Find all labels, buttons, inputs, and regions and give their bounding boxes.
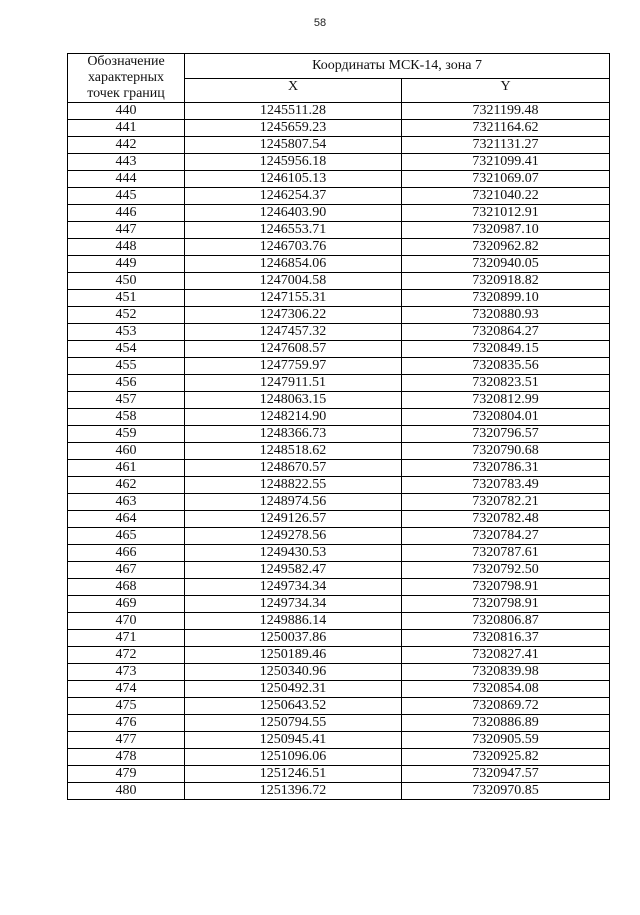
point-number-cell: 477 (68, 732, 185, 749)
y-coordinate-cell: 7320806.87 (402, 613, 610, 630)
table-row (68, 477, 610, 494)
point-number-cell: 455 (68, 358, 185, 375)
table-row (68, 188, 610, 205)
table-row (68, 358, 610, 375)
y-coordinate-cell: 7320970.85 (402, 783, 610, 800)
point-number-cell: 460 (68, 443, 185, 460)
x-coordinate-cell: 1247004.58 (185, 273, 402, 290)
y-coordinate-cell: 7321012.91 (402, 205, 610, 222)
point-number-cell: 461 (68, 460, 185, 477)
y-coordinate-cell: 7321040.22 (402, 188, 610, 205)
y-coordinate-cell: 7320786.31 (402, 460, 610, 477)
x-coordinate-cell: 1249126.57 (185, 511, 402, 528)
x-coordinate-cell: 1249278.56 (185, 528, 402, 545)
table-row (68, 392, 610, 409)
y-coordinate-cell: 7320823.51 (402, 375, 610, 392)
point-number-cell: 458 (68, 409, 185, 426)
table-row (68, 307, 610, 324)
table-row (68, 766, 610, 783)
y-coordinate-cell: 7320812.99 (402, 392, 610, 409)
x-coordinate-cell: 1250340.96 (185, 664, 402, 681)
x-coordinate-cell: 1247155.31 (185, 290, 402, 307)
table-row (68, 273, 610, 290)
y-coordinate-cell: 7320925.82 (402, 749, 610, 766)
x-coordinate-cell: 1250794.55 (185, 715, 402, 732)
table-row (68, 205, 610, 222)
y-coordinate-cell: 7320918.82 (402, 273, 610, 290)
table-row (68, 239, 610, 256)
point-number-cell: 479 (68, 766, 185, 783)
table-row (68, 443, 610, 460)
y-coordinate-cell: 7320835.56 (402, 358, 610, 375)
y-coordinate-cell: 7320827.41 (402, 647, 610, 664)
point-number-cell: 465 (68, 528, 185, 545)
x-coordinate-cell: 1247911.51 (185, 375, 402, 392)
table-row (68, 698, 610, 715)
y-coordinate-cell: 7320783.49 (402, 477, 610, 494)
y-coordinate-cell: 7320816.37 (402, 630, 610, 647)
table-row (68, 494, 610, 511)
y-coordinate-cell: 7320940.05 (402, 256, 610, 273)
point-number-cell: 442 (68, 137, 185, 154)
table-row (68, 749, 610, 766)
point-number-cell: 449 (68, 256, 185, 273)
x-coordinate-cell: 1245511.28 (185, 103, 402, 120)
y-coordinate-cell: 7321164.62 (402, 120, 610, 137)
point-number-cell: 474 (68, 681, 185, 698)
point-number-cell: 441 (68, 120, 185, 137)
table-row (68, 409, 610, 426)
y-column-header: Y (402, 78, 610, 103)
point-number-cell: 463 (68, 494, 185, 511)
y-coordinate-cell: 7321131.27 (402, 137, 610, 154)
table-row (68, 783, 610, 800)
x-coordinate-cell: 1247759.97 (185, 358, 402, 375)
x-coordinate-cell: 1250492.31 (185, 681, 402, 698)
x-coordinate-cell: 1248822.55 (185, 477, 402, 494)
table-row (68, 732, 610, 749)
point-number-cell: 470 (68, 613, 185, 630)
y-coordinate-cell: 7320854.08 (402, 681, 610, 698)
y-coordinate-cell: 7320804.01 (402, 409, 610, 426)
table-row (68, 341, 610, 358)
point-number-cell: 466 (68, 545, 185, 562)
x-coordinate-cell: 1246553.71 (185, 222, 402, 239)
x-coordinate-cell: 1246254.37 (185, 188, 402, 205)
point-number-cell: 454 (68, 341, 185, 358)
x-coordinate-cell: 1249430.53 (185, 545, 402, 562)
table-row (68, 120, 610, 137)
point-label-line-3: точек границ (87, 86, 165, 101)
table-row (68, 324, 610, 341)
coordinate-system-header: Координаты МСК-14, зона 7 (185, 54, 610, 79)
y-coordinate-cell: 7320798.91 (402, 596, 610, 613)
x-coordinate-cell: 1251396.72 (185, 783, 402, 800)
table-row (68, 596, 610, 613)
y-coordinate-cell: 7321099.41 (402, 154, 610, 171)
x-coordinate-cell: 1249886.14 (185, 613, 402, 630)
point-number-cell: 447 (68, 222, 185, 239)
point-number-cell: 450 (68, 273, 185, 290)
x-coordinate-cell: 1248518.62 (185, 443, 402, 460)
table-body (68, 103, 610, 800)
point-number-cell: 451 (68, 290, 185, 307)
x-coordinate-cell: 1250945.41 (185, 732, 402, 749)
y-coordinate-cell: 7320905.59 (402, 732, 610, 749)
table-row (68, 154, 610, 171)
page-number: 58 (313, 17, 327, 29)
y-coordinate-cell: 7320792.50 (402, 562, 610, 579)
table-row (68, 664, 610, 681)
table-row (68, 630, 610, 647)
y-coordinate-cell: 7320839.98 (402, 664, 610, 681)
table-row (68, 290, 610, 307)
x-coordinate-cell: 1246403.90 (185, 205, 402, 222)
point-number-cell: 453 (68, 324, 185, 341)
x-coordinate-cell: 1245956.18 (185, 154, 402, 171)
x-coordinate-cell: 1246703.76 (185, 239, 402, 256)
x-coordinate-cell: 1248366.73 (185, 426, 402, 443)
x-coordinate-cell: 1247608.57 (185, 341, 402, 358)
x-column-header: X (185, 78, 402, 103)
table-row (68, 375, 610, 392)
table-row (68, 460, 610, 477)
point-number-cell: 444 (68, 171, 185, 188)
table-row (68, 426, 610, 443)
x-coordinate-cell: 1250643.52 (185, 698, 402, 715)
point-number-cell: 456 (68, 375, 185, 392)
point-number-cell: 457 (68, 392, 185, 409)
table-row (68, 103, 610, 120)
table-row (68, 171, 610, 188)
x-coordinate-cell: 1249582.47 (185, 562, 402, 579)
point-number-cell: 464 (68, 511, 185, 528)
y-coordinate-cell: 7320790.68 (402, 443, 610, 460)
y-coordinate-cell: 7320782.48 (402, 511, 610, 528)
table-row (68, 562, 610, 579)
x-coordinate-cell: 1248974.56 (185, 494, 402, 511)
x-coordinate-cell: 1249734.34 (185, 579, 402, 596)
y-coordinate-cell: 7320947.57 (402, 766, 610, 783)
y-coordinate-cell: 7320886.89 (402, 715, 610, 732)
point-number-cell: 478 (68, 749, 185, 766)
y-coordinate-cell: 7320864.27 (402, 324, 610, 341)
table-row (68, 579, 610, 596)
point-label-line-2: характерных (87, 70, 165, 85)
coordinates-table (67, 53, 610, 800)
point-number-cell: 476 (68, 715, 185, 732)
table-row (68, 715, 610, 732)
table-row (68, 511, 610, 528)
point-number-cell: 473 (68, 664, 185, 681)
y-coordinate-cell: 7320784.27 (402, 528, 610, 545)
point-number-cell: 446 (68, 205, 185, 222)
point-number-cell: 452 (68, 307, 185, 324)
table-row (68, 256, 610, 273)
point-label-header (68, 54, 185, 103)
point-number-cell: 480 (68, 783, 185, 800)
table-row (68, 137, 610, 154)
x-coordinate-cell: 1249734.34 (185, 596, 402, 613)
y-coordinate-cell: 7320962.82 (402, 239, 610, 256)
x-coordinate-cell: 1245807.54 (185, 137, 402, 154)
point-number-cell: 467 (68, 562, 185, 579)
table-row (68, 222, 610, 239)
x-coordinate-cell: 1248214.90 (185, 409, 402, 426)
y-coordinate-cell: 7320782.21 (402, 494, 610, 511)
point-label-line-1: Обозначение (87, 54, 165, 69)
x-coordinate-cell: 1246854.06 (185, 256, 402, 273)
point-number-cell: 448 (68, 239, 185, 256)
y-coordinate-cell: 7320987.10 (402, 222, 610, 239)
x-coordinate-cell: 1248063.15 (185, 392, 402, 409)
x-coordinate-cell: 1251096.06 (185, 749, 402, 766)
y-coordinate-cell: 7320869.72 (402, 698, 610, 715)
point-number-cell: 475 (68, 698, 185, 715)
point-number-cell: 440 (68, 103, 185, 120)
table-row (68, 545, 610, 562)
point-number-cell: 445 (68, 188, 185, 205)
point-number-cell: 462 (68, 477, 185, 494)
x-coordinate-cell: 1250189.46 (185, 647, 402, 664)
y-coordinate-cell: 7320880.93 (402, 307, 610, 324)
point-number-cell: 468 (68, 579, 185, 596)
table-row (68, 613, 610, 630)
point-number-cell: 471 (68, 630, 185, 647)
point-number-cell: 469 (68, 596, 185, 613)
table-row (68, 528, 610, 545)
x-coordinate-cell: 1247306.22 (185, 307, 402, 324)
y-coordinate-cell: 7320796.57 (402, 426, 610, 443)
x-coordinate-cell: 1250037.86 (185, 630, 402, 647)
y-coordinate-cell: 7321199.48 (402, 103, 610, 120)
point-number-cell: 459 (68, 426, 185, 443)
x-coordinate-cell: 1245659.23 (185, 120, 402, 137)
point-number-cell: 443 (68, 154, 185, 171)
x-coordinate-cell: 1247457.32 (185, 324, 402, 341)
x-coordinate-cell: 1248670.57 (185, 460, 402, 477)
y-coordinate-cell: 7321069.07 (402, 171, 610, 188)
y-coordinate-cell: 7320899.10 (402, 290, 610, 307)
x-coordinate-cell: 1246105.13 (185, 171, 402, 188)
table-row (68, 647, 610, 664)
x-coordinate-cell: 1251246.51 (185, 766, 402, 783)
y-coordinate-cell: 7320787.61 (402, 545, 610, 562)
y-coordinate-cell: 7320798.91 (402, 579, 610, 596)
point-number-cell: 472 (68, 647, 185, 664)
table-row (68, 681, 610, 698)
y-coordinate-cell: 7320849.15 (402, 341, 610, 358)
